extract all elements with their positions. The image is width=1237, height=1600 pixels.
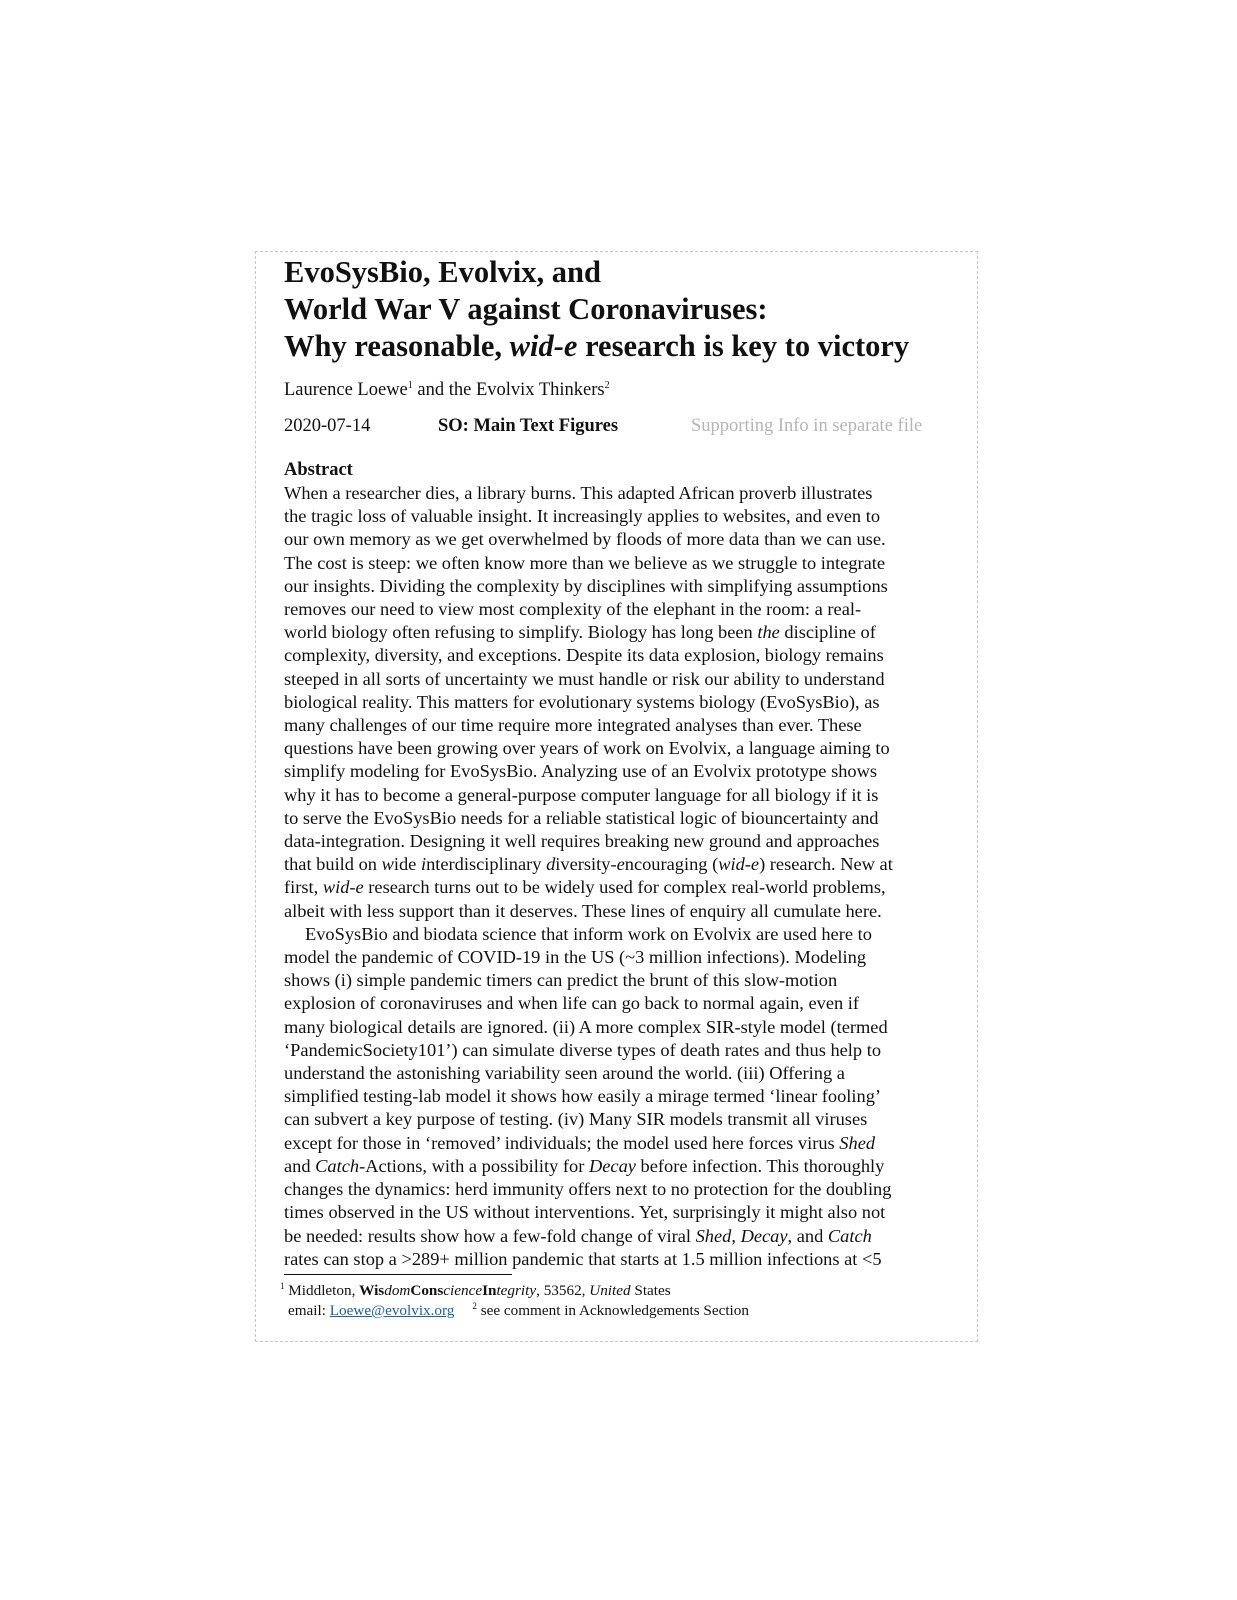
abstract-heading: Abstract [284, 460, 353, 480]
text-run: except for those in ‘removed’ individuals; the model used here forces virus [284, 1132, 840, 1153]
org-part-b: dom [384, 1282, 411, 1299]
emphasis-text: Catch [315, 1155, 360, 1176]
abstract-p2-line [284, 1178, 964, 1201]
footnote-2-text: see comment in Acknowledgements Section [476, 1302, 749, 1319]
abstract-p1-line [284, 876, 964, 899]
text-run: When a researcher dies, a library burns. This adapted African proverb illustrates [284, 483, 873, 503]
emphasis-text: Decay [740, 1225, 788, 1246]
abstract-p1-line [284, 760, 964, 783]
text-run: simplify modeling for EvoSysBio. Analyzing use of an Evolvix prototype shows [284, 761, 878, 782]
text-run: first, [284, 877, 323, 898]
text-run: rates can stop a >289+ million pandemic that starts at 1.5 million infections at <5 [284, 1248, 882, 1269]
text-run: -Actions, with a possibility for [359, 1155, 589, 1176]
abstract-p1-line [284, 621, 964, 644]
text-run: EvoSysBio and biodata science that inform work on Evolvix are used here to [305, 923, 872, 944]
text-run: times observed in the US without interventions. Yet, surprisingly it might also not [284, 1202, 886, 1223]
org-part-f: tegrity [496, 1282, 537, 1299]
text-run: our insights. Dividing the complexity by disciplines with simplifying assumptions [284, 575, 888, 596]
abstract-p2-line [284, 1201, 964, 1224]
text-run: iversity- [555, 854, 617, 875]
emphasis-text: the [757, 622, 780, 643]
footnote-mark-1: 1 [280, 1280, 285, 1291]
abstract-p2-line [284, 1016, 964, 1039]
text-run: changes the dynamics: herd immunity offers next to no protection for the doubling [284, 1179, 892, 1200]
supporting-info-note: Supporting Info in separate file [691, 416, 923, 436]
emphasis-text: i [420, 854, 427, 875]
author-line [284, 379, 964, 401]
abstract-p2-line [284, 1039, 964, 1062]
emphasis-text: d [546, 854, 556, 875]
abstract-p1-line [284, 644, 964, 667]
text-run: many challenges of our time require more integrated analyses than ever. These [284, 715, 862, 736]
abstract-p2-line [284, 969, 964, 992]
abstract-p1-line [284, 830, 964, 853]
text-run: discipline of [779, 622, 876, 643]
text-run: many biological details are ignored. (ii) A more complex SIR-style model (termed [284, 1016, 888, 1037]
abstract-p1-line [284, 714, 964, 737]
abstract-p1-line [284, 575, 964, 598]
author-footnote-mark-2: 2 [604, 379, 610, 391]
abstract-p2-line [284, 1085, 964, 1108]
abstract-p2-line [284, 1108, 964, 1131]
author-footnote-mark-1: 1 [407, 379, 413, 391]
text-run: questions have been growing over years of work on Evolvix, a language aiming to [284, 738, 890, 759]
abstract-p2-line [284, 923, 964, 946]
text-run: nterdisciplinary [426, 854, 547, 875]
title-line-3 [284, 328, 964, 365]
text-run: be needed: results show how a few-fold change of viral [284, 1225, 696, 1246]
text-run: and [284, 1155, 316, 1176]
abstract-p1-line [284, 668, 964, 691]
org-part-e: In [482, 1282, 497, 1299]
emphasis-text: e [616, 854, 625, 875]
text-run: model the pandemic of COVID-19 in the US (~3 million infections). Modeling [284, 947, 867, 968]
author-name: Laurence Loewe [284, 380, 408, 400]
email-label: email: [288, 1302, 330, 1319]
text-run: explosion of coronaviruses and when life can go back to normal again, even if [284, 993, 860, 1014]
text-run: the tragic loss of valuable insight. It increasingly applies to websites, and even to [284, 506, 881, 527]
footnote-place: Middleton, [288, 1282, 360, 1299]
emphasis-text: Catch [827, 1225, 872, 1246]
text-run: complexity, diversity, and exceptions. Despite its data explosion, biology remains [284, 645, 884, 666]
footnote-rule [284, 1274, 512, 1275]
abstract-p1-line [284, 482, 964, 505]
text-run: ide [393, 854, 421, 875]
country-part-b: States [630, 1282, 671, 1299]
paper-header [284, 254, 964, 1271]
title-line-2: World War V against Coronaviruses: [284, 292, 768, 326]
text-run: albeit with less support than it deserves. These lines of enquiry all cumulate here. [284, 900, 882, 921]
meta-row [284, 415, 964, 439]
text-run: removes our need to view most complexity of the elephant in the room: a real- [284, 599, 862, 620]
publication-date: 2020-07-14 [284, 416, 371, 436]
title-line-1: EvoSysBio, Evolvix, and [284, 255, 601, 289]
abstract-p1-line [284, 784, 964, 807]
emphasis-text: w [381, 854, 394, 875]
org-part-d: cience [443, 1282, 483, 1299]
abstract-p1-line [284, 853, 964, 876]
abstract-p1-line [284, 807, 964, 830]
abstract-p2-line [284, 1062, 964, 1085]
text-run: understand the astonishing variability seen around the world. (iii) Offering a [284, 1063, 845, 1084]
abstract-p1-line [284, 552, 964, 575]
abstract-p2-line [284, 946, 964, 969]
abstract-p1-line [284, 598, 964, 621]
footnote-1 [280, 1281, 749, 1301]
footnote-zip: , 53562, [536, 1282, 590, 1299]
emphasis-text: Decay [588, 1155, 636, 1176]
text-run: shows (i) simple pandemic timers can predict the brunt of this slow-motion [284, 970, 838, 991]
abstract-paragraph-1 [284, 482, 964, 923]
org-part-a: Wis [359, 1282, 385, 1299]
org-part-c: Cons [410, 1282, 444, 1299]
title-emphasis: wid-e [509, 329, 578, 363]
paper-title [284, 254, 964, 365]
abstract-paragraph-2 [284, 923, 964, 1271]
text-run: ‘PandemicSociety101’) can simulate diverse types of death rates and thus help to [284, 1039, 882, 1060]
footnote-mark-2: 2 [472, 1300, 477, 1311]
text-run: ) research. New at [759, 854, 893, 875]
text-run: The cost is steep: we often know more than we believe as we struggle to integrate [284, 552, 886, 573]
text-run: can subvert a key purpose of testing. (iv) Many SIR models transmit all viruses [284, 1109, 868, 1130]
text-run: before infection. This thoroughly [635, 1155, 885, 1176]
emphasis-text: wid-e [718, 854, 760, 875]
text-run: why it has to become a general-purpose computer language for all biology if it is [284, 784, 879, 805]
emphasis-text: wid-e [322, 877, 364, 898]
abstract-p2-line [284, 992, 964, 1015]
text-run: to serve the EvoSysBio needs for a reliable statistical logic of biouncertainty and [284, 807, 879, 828]
abstract-p1-line [284, 505, 964, 528]
text-run: , and [787, 1225, 828, 1246]
text-run: data-integration. Designing it well requires breaking new ground and approaches [284, 831, 880, 852]
title-line-3-pre: Why reasonable, [284, 329, 510, 363]
text-run: ncouraging ( [624, 854, 719, 875]
abstract-p2-line [284, 1132, 964, 1155]
abstract-p1-line [284, 528, 964, 551]
abstract-p2-line [284, 1225, 964, 1248]
text-run: steeped in all sorts of uncertainty we must handle or risk our ability to understand [284, 668, 885, 689]
emphasis-text: Shed [839, 1132, 876, 1153]
abstract-p2-line [284, 1155, 964, 1178]
title-line-3-post: research is key to victory [577, 329, 910, 363]
emphasis-text: Shed [695, 1225, 732, 1246]
abstract-p2-line [284, 1248, 964, 1271]
text-run: world biology often refusing to simplify. Biology has long been [284, 622, 758, 643]
abstract-p1-line [284, 900, 964, 923]
abstract-p1-line [284, 691, 964, 714]
text-run: our own memory as we get overwhelmed by floods of more data than we can use. [284, 529, 886, 550]
footnote-email-line [280, 1301, 749, 1321]
text-run: research turns out to be widely used for complex real-world problems, [363, 877, 886, 898]
text-run: that build on [284, 854, 382, 875]
country-part-a: United [589, 1282, 631, 1299]
text-run: biological reality. This matters for evolutionary systems biology (EvoSysBio), as [284, 691, 880, 712]
abstract-p1-line [284, 737, 964, 760]
footnotes [280, 1281, 749, 1321]
so-label: SO: Main Text Figures [438, 416, 619, 436]
text-run: simplified testing-lab model it shows how easily a mirage termed ‘linear fooling’ [284, 1086, 882, 1107]
text-run: , [731, 1225, 741, 1246]
author-group: and the Evolvix Thinkers [412, 380, 605, 400]
email-link[interactable]: Loewe@evolvix.org [329, 1302, 455, 1319]
